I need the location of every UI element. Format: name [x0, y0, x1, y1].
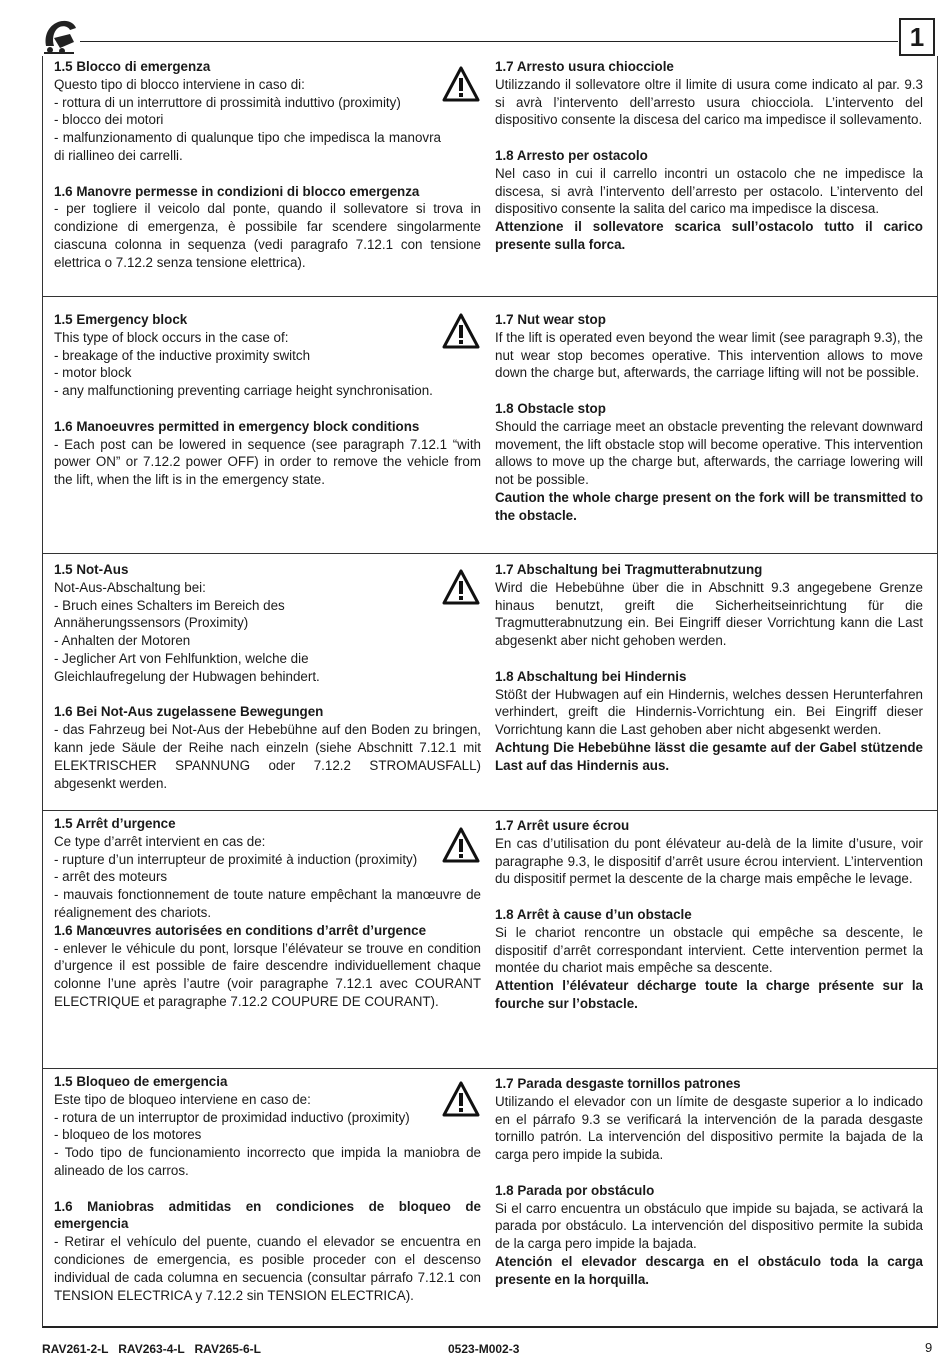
heading: 1.6 Manœuvres autorisées en conditions d’arrêt d’urgence — [54, 922, 427, 938]
right-column — [495, 58, 923, 254]
text-line: This type of block occurs in the case of: — [54, 329, 289, 345]
right-column — [495, 561, 923, 775]
heading: 1.5 Bloqueo de emergencia — [54, 1074, 228, 1089]
paragraph: En cas d’utilisation du pont élévateur au-delà de la limite d’usure, voir paragraphe 9.3, le dispositif d’arrêt usure écrou intervient. L’intervention du dispositif permet la descente de la charge mais empêche le levage. — [495, 835, 923, 887]
text-line: - Todo tipo de funcionamiento incorrecto que impida la maniobra de alineado de los carros. — [54, 1145, 481, 1178]
left-column — [54, 561, 481, 792]
text-line: Ce type d’arrêt intervient en cas de: — [54, 833, 266, 849]
text-line: - Jeglicher Art von Fehlfunktion, welche die Gleichlaufregelung der Hubwagen behindert. — [54, 650, 320, 684]
text-line: - rupture d’un interrupteur de proximité à induction (proximity) — [54, 851, 418, 867]
paragraph: Si le chariot rencontre un obstacle qui empêche sa descente, le dispositif d’arrêt correspondant intervient. Cette intervention permet la montée du chariot mais empêche sa descente. — [495, 924, 923, 976]
paragraph: - Retirar el vehículo del puente, cuando el elevador se encuentra en condiciones de emergencia, es posible proceder con el descenso individual de cada columna en secuencia (consultar párrafo 7.12.1 con TENSION ELECTRICA y 7.12.2 sin TENSION ELECTRICA). — [54, 1234, 481, 1303]
warning-icon — [442, 569, 480, 605]
text-line: - any malfunctioning preventing carriage height synchronisation. — [54, 383, 433, 399]
caution-text: Attenzione il sollevatore scarica sull’ostacolo tutto il carico presente sulla forca. — [495, 219, 923, 252]
footer-document-code: 0523-M002-3 — [448, 1342, 520, 1356]
text-line: - bloqueo de los motores — [54, 1127, 202, 1143]
heading: 1.8 Abschaltung bei Hindernis — [495, 668, 687, 684]
heading: 1.8 Arresto per ostacolo — [495, 147, 648, 163]
text-line: - Anhalten der Motoren — [54, 633, 191, 649]
heading: 1.6 Manovre permesse in condizioni di blocco emergenza — [54, 183, 420, 199]
text-line: - arrêt des moteurs — [54, 869, 168, 885]
paragraph: Wird die Hebebühne über die in Abschnitt 9.3 angegebene Grenze hinaus benutzt, greift die Sicherheitseinrichtung für die Tragmutterabnutzung ein. Bei Eingriff dieser Vorrichtung kann die Last abgesenkt aber nicht gehoben werden. — [495, 579, 923, 649]
warning-icon — [442, 827, 480, 863]
text-line: - malfunzionamento di qualunque tipo che impedisca la manovra di riallineo dei carrelli. — [54, 130, 441, 163]
paragraph: - per togliere il veicolo dal ponte, quando il sollevatore si trova in condizione di emergenza, è possibile far scendere singolarmente ciascuna colonna in sequenza (vedi paragrafo 7.12.1 con tensione elettrica o 7.12.2 senza tensione elettrica). — [54, 201, 481, 270]
section-divider — [42, 810, 938, 811]
warning-icon — [442, 313, 480, 349]
heading: 1.7 Arresto usura chiocciole — [495, 59, 674, 74]
heading: 1.5 Arrêt d’urgence — [54, 816, 176, 831]
paragraph: Si el carro encuentra un obstáculo que impide su bajada, se activará la parada por obstáculo. La intervención del dispositivo permite la subida de la carga pero impide la bajada. — [495, 1200, 923, 1252]
heading: 1.6 Bei Not-Aus zugelassene Bewegungen — [54, 704, 324, 720]
right-column — [495, 311, 923, 525]
heading: 1.6 Manoeuvres permitted in emergency block conditions — [54, 418, 420, 434]
heading: 1.5 Emergency block — [54, 312, 188, 327]
paragraph: Should the carriage meet an obstacle preventing the relevant downward movement, the lift obstacle stop will become operative. This intervention allows to move up the charge but, afterwards, the carriage lowering will not be possible. — [495, 418, 923, 488]
heading: 1.7 Parada desgaste tornillos patrones — [495, 1076, 741, 1091]
paragraph: - Each post can be lowered in sequence (see paragraph 7.12.1 “with power ON” or 7.12.2 power OFF) in order to remove the vehicle from the lift, when the lift is in the emergency state. — [54, 436, 481, 488]
caution-text: Achtung Die Hebebühne lässt die gesamte auf der Gabel stützende Last auf das Hindernis aus. — [495, 739, 923, 773]
footer-models: RAV261-2-L RAV263-4-L RAV265-6-L — [42, 1342, 261, 1356]
heading: 1.5 Not-Aus — [54, 562, 129, 577]
heading: 1.6 Maniobras admitidas en condiciones de bloqueo de emergencia — [54, 1198, 481, 1232]
caution-text: Attention l’élévateur décharge toute la charge présente sur la fourche sur l’obstacle. — [495, 978, 923, 1011]
warning-icon — [442, 66, 480, 102]
text-line: - motor block — [54, 365, 132, 381]
paragraph: Stößt der Hubwagen auf ein Hindernis, welches dessen Herunterfahren verhindert, greift die Hindernis-Vorrichtung ein. Bei Eingriff dieser Vorrichtung kann die Last gehoben aber nicht abgesenkt werden. — [495, 686, 923, 738]
section-divider — [42, 1068, 938, 1069]
left-column — [54, 311, 481, 489]
section-divider — [42, 296, 938, 297]
paragraph: Utilizando el elevador con un límite de desgaste superior a lo indicado en el párrafo 9.3 se verificará la intervención de la parada desgaste tornillo patrón. La intervención del dispositivo permite la bajada de la carga pero impide la subida. — [495, 1093, 923, 1163]
text-line: - rottura di un interruttore di prossimità induttivo (proximity) — [54, 94, 401, 110]
heading: 1.8 Arrêt à cause d’un obstacle — [495, 906, 692, 922]
text-line: Este tipo de bloqueo interviene en caso de: — [54, 1091, 311, 1107]
text-line: Not-Aus-Abschaltung bei: — [54, 579, 206, 595]
paragraph: - das Fahrzeug bei Not-Aus der Hebebühne auf den Boden zu bringen, kann jede Säule der Reihe nach einzeln (siehe Abschnitt 7.12.1 mit ELEKTRISCHER SPANNUNG oder 7.12.2 STROMAUSFALL) abgesenkt werden. — [54, 722, 481, 791]
paragraph: - enlever le véhicule du pont, lorsque l’élévateur se trouve en condition d’urgence il est possible de faire descendre individuellement chaque colonne l’une après l’autre (voir paragraphe 7.12.1 avec COURANT ELECTRIQUE et paragraphe 7.12.2 COUPURE DE COURANT). — [54, 940, 481, 1009]
heading: 1.7 Arrêt usure écrou — [495, 818, 630, 833]
footer-page-number: 9 — [925, 1340, 933, 1355]
caution-text: Atención el elevador descarga en el obstáculo toda la carga presente en la horquilla. — [495, 1253, 923, 1287]
paragraph: If the lift is operated even beyond the wear limit (see paragraph 9.3), the nut wear stop becomes operative. This intervention allows to move down the charge but, afterwards, the carriage lifting will not be possible. — [495, 329, 923, 381]
heading: 1.7 Abschaltung bei Tragmutterabnutzung — [495, 562, 763, 577]
text-line: Questo tipo di blocco interviene in caso di: — [54, 76, 305, 92]
text-line: - breakage of the inductive proximity switch — [54, 347, 311, 363]
header-rule — [80, 41, 898, 42]
chapter-number-box: 1 — [899, 18, 935, 56]
left-column — [54, 815, 481, 1011]
brand-logo — [40, 16, 78, 56]
caution-text: Caution the whole charge present on the fork will be transmitted to the obstacle. — [495, 489, 923, 523]
heading: 1.7 Nut wear stop — [495, 312, 606, 327]
heading: 1.5 Blocco di emergenza — [54, 59, 211, 74]
warning-icon — [442, 1081, 480, 1117]
section-divider — [42, 553, 938, 554]
left-column — [54, 58, 481, 272]
text-line: - mauvais fonctionnement de toute nature empêchant la manœuvre de réalignement des chariots. — [54, 887, 481, 920]
right-column — [495, 817, 923, 1013]
paragraph: Utilizzando il sollevatore oltre il limite di usura come indicato al par. 9.3 si avrà l’intervento dell’arresto usura chiocciola. L’intervento del dispositivo consente la discesa del carico ma impedisce il sollevamento. — [495, 76, 923, 128]
text-line: - Bruch eines Schalters im Bereich des Annäherungssensors (Proximity) — [54, 597, 285, 631]
heading: 1.8 Parada por obstáculo — [495, 1182, 655, 1198]
heading: 1.8 Obstacle stop — [495, 400, 606, 416]
text-line: - rotura de un interruptor de proximidad inductivo (proximity) — [54, 1109, 410, 1125]
text-line: - blocco dei motori — [54, 112, 164, 128]
left-column — [54, 1073, 481, 1304]
right-column — [495, 1075, 923, 1289]
paragraph: Nel caso in cui il carrello incontri un ostacolo che ne impedisce la discesa, si avrà l’intervento dell’arresto per ostacolo. L’intervento del dispositivo consente la salita del carico ma impedisce la discesa. — [495, 165, 923, 217]
